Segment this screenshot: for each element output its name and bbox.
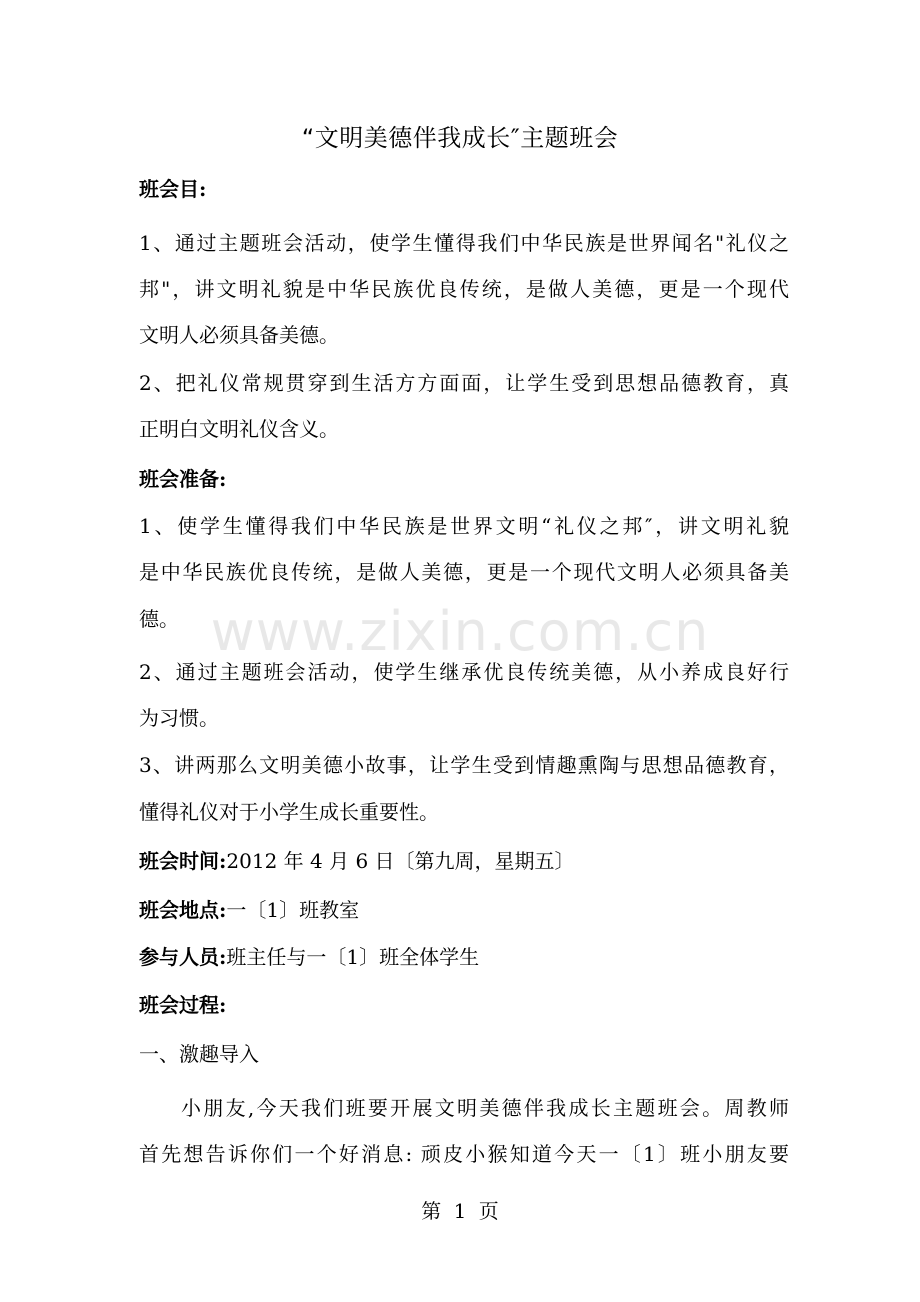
objective-2-line-2: 正明白文明礼仪含义。 xyxy=(139,417,339,441)
meeting-participants-label: 参与人员: xyxy=(139,945,227,969)
process-heading: 班会过程: xyxy=(139,993,227,1017)
objective-1-line-2: 邦"，讲文明礼貌是中华民族优良传统，是做人美德，更是一个现代 xyxy=(139,277,789,301)
watermark: www.zixin.com.cn xyxy=(210,600,710,663)
meeting-place-label: 班会地点: xyxy=(139,898,227,922)
prep-3-line-2: 懂得礼仪对于小学生成长重要性。 xyxy=(139,800,439,824)
meeting-place-value: 一〔1〕班教室 xyxy=(226,898,360,922)
prep-2-line-1: 2、通过主题班会活动，使学生继承优良传统美德，从小养成良好行 xyxy=(139,660,789,684)
prep-1-line-2: 是中华民族优良传统，是做人美德，更是一个现代文明人必须具备美 xyxy=(139,560,789,584)
prep-heading: 班会准备: xyxy=(139,467,227,491)
section-1-heading: 一、激趣导入 xyxy=(139,1042,259,1066)
page-number: 第 1 页 xyxy=(421,1199,499,1223)
meeting-time-value: 2012 年 4 月 6 日〔第九周，星期五〕 xyxy=(226,849,575,873)
objective-1-line-3: 文明人必须具备美德。 xyxy=(139,323,339,347)
meeting-time-label: 班会时间: xyxy=(139,849,227,873)
intro-line-2: 首先想告诉你们一个好消息: 顽皮小猴知道今天一〔1〕班小朋友要 xyxy=(139,1142,789,1166)
prep-1-line-1: 1、使学生懂得我们中华民族是世界文明“礼仪之邦″，讲文明礼貌 xyxy=(139,514,789,538)
meeting-place xyxy=(139,887,789,933)
meeting-time xyxy=(139,838,789,884)
prep-3-line-1: 3、讲两那么文明美德小故事，让学生受到情趣熏陶与思想品德教育， xyxy=(139,753,789,777)
prep-1-line-3: 德。 xyxy=(139,607,179,631)
prep-2-line-2: 为习惯。 xyxy=(139,706,219,730)
meeting-participants xyxy=(139,934,789,980)
objective-heading: 班会目: xyxy=(139,177,207,201)
objective-1-line-1: 1、通过主题班会活动，使学生懂得我们中华民族是世界闻名"礼仪之 xyxy=(139,231,789,255)
objective-2-line-1: 2、把礼仪常规贯穿到生活方方面面，让学生受到思想品德教育，真 xyxy=(139,371,789,395)
document-title: “文明美德伴我成长″主题班会 xyxy=(301,124,619,152)
intro-line-1: 小朋友,今天我们班要开展文明美德伴我成长主题班会。周教师 xyxy=(181,1096,789,1120)
meeting-participants-value: 班主任与一〔1〕班全体学生 xyxy=(226,945,480,969)
